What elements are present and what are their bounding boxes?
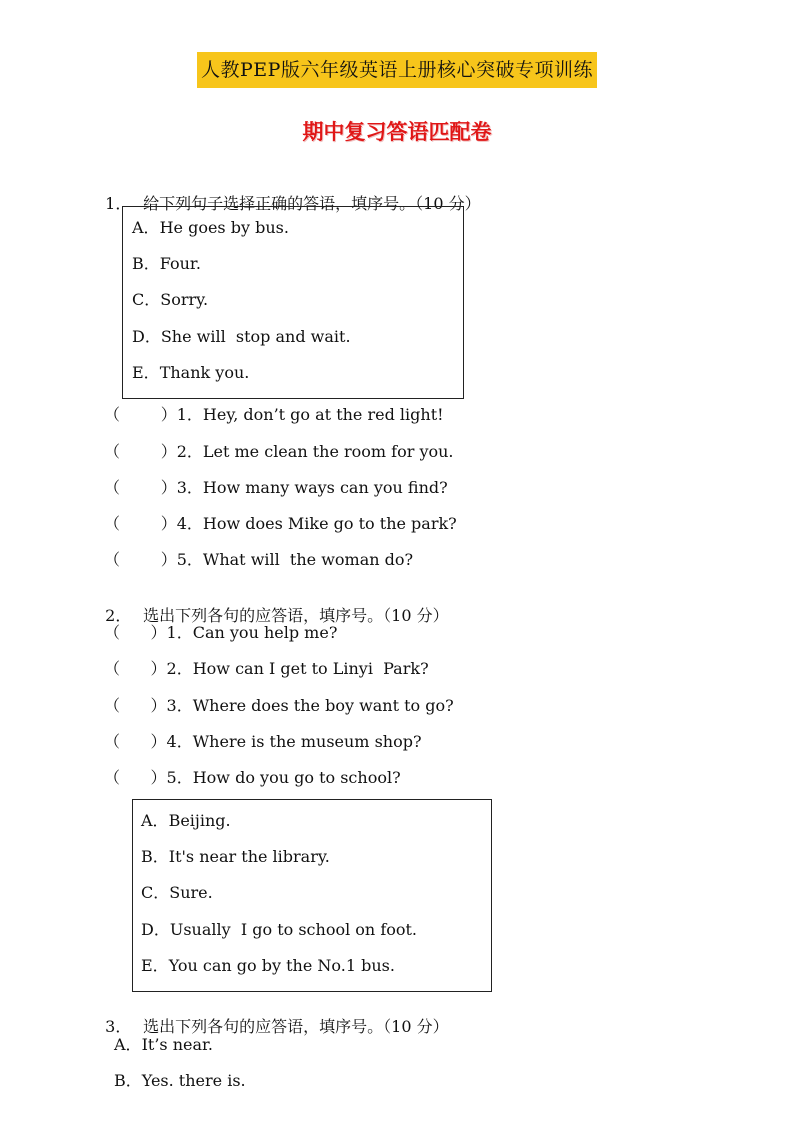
question-item: （ ）1．Can you help me? — [104, 620, 337, 643]
answer-blank[interactable]: （ ） — [104, 732, 167, 751]
section-instruction: 选出下列各句的应答语，填序号。（10 分） — [143, 606, 449, 625]
answer-blank[interactable]: （ ） — [104, 478, 177, 497]
option-a: A．Beijing. — [141, 811, 231, 830]
answer-blank[interactable]: （ ） — [104, 659, 167, 678]
worksheet-subtitle: 期中复习答语匹配卷 — [302, 120, 492, 144]
section-3-heading — [95, 995, 449, 1037]
option-c: C．Sorry. — [132, 290, 209, 309]
question-item: （ ）3．How many ways can you find? — [104, 475, 448, 498]
question-item: （ ）5．How do you go to school? — [104, 765, 401, 788]
option-a: A．It’s near. — [114, 1035, 213, 1054]
option-b: B．Four. — [132, 254, 201, 273]
question-item: （ ）2．Let me clean the room for you. — [104, 439, 454, 462]
option-b: B．It's near the library. — [141, 847, 330, 866]
answer-blank[interactable]: （ ） — [104, 623, 167, 642]
section-instruction: 选出下列各句的应答语，填序号。（10 分） — [143, 1017, 449, 1036]
question-item: （ ）2．How can I get to Linyi Park? — [104, 656, 429, 679]
worksheet-title: 人教PEP版六年级英语上册核心突破专项训练 — [197, 52, 597, 88]
question-item: （ ）4．How does Mike go to the park? — [104, 511, 457, 534]
section-number: 2． — [105, 606, 132, 625]
question-item: （ ）3．Where does the boy want to go? — [104, 693, 454, 716]
answer-blank[interactable]: （ ） — [104, 514, 177, 533]
answer-blank[interactable]: （ ） — [104, 405, 177, 424]
option-e: E．Thank you. — [132, 363, 250, 382]
option-e: E．You can go by the No.1 bus. — [141, 956, 395, 975]
answer-blank[interactable]: （ ） — [104, 442, 177, 461]
option-b: B．Yes. there is. — [114, 1071, 246, 1090]
question-item: （ ）5．What will the woman do? — [104, 547, 413, 570]
option-c: C．Sure. — [141, 883, 213, 902]
section-number: 1． — [105, 194, 132, 213]
option-a: A．He goes by bus. — [132, 218, 289, 237]
option-d: D．She will stop and wait. — [132, 327, 351, 346]
section-number: 3． — [105, 1017, 132, 1036]
section-instruction: 给下列句子选择正确的答语，填序号。（10 分） — [143, 194, 481, 213]
answer-blank[interactable]: （ ） — [104, 768, 167, 787]
question-item: （ ）4．Where is the museum shop? — [104, 729, 422, 752]
answer-blank[interactable]: （ ） — [104, 696, 167, 715]
answer-blank[interactable]: （ ） — [104, 550, 177, 569]
header — [0, 52, 794, 88]
question-item: （ ）1．Hey, don’t go at the red light! — [104, 402, 444, 425]
option-d: D．Usually I go to school on foot. — [141, 920, 418, 939]
